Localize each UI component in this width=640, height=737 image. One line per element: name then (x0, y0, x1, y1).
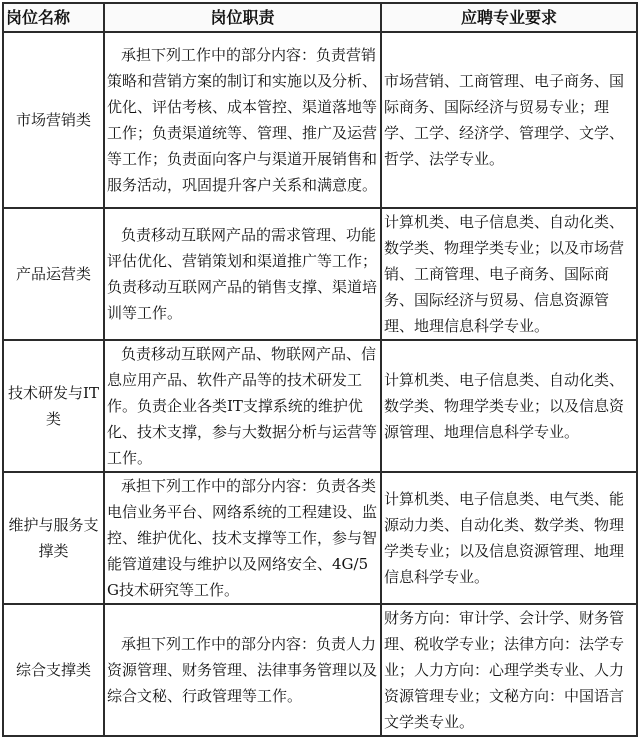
table-row (3, 340, 637, 472)
duty-cell (104, 340, 381, 472)
duty-cell (104, 32, 381, 208)
duty-cell (104, 472, 381, 604)
table-row (3, 604, 637, 736)
table-row (3, 32, 637, 208)
duty-cell (104, 604, 381, 736)
duty-text: 负责移动互联网产品的需求管理、功能评估优化、营销策划和渠道推广等工作；负责移动互联网产品的销售支撑、渠道培训等工作。 (107, 226, 378, 322)
duty-text: 承担下列工作中的部分内容：负责人力资源管理、财务管理、法律事务管理以及综合文秘、行政管理等工作。 (107, 635, 378, 705)
table-row (3, 208, 637, 340)
requirement-cell: 市场营销、工商管理、电子商务、国际商务、国际经济与贸易专业；理学、工学、经济学、管理学、文学、哲学、法学专业。 (381, 32, 637, 208)
duty-cell (104, 208, 381, 340)
position-name-cell: 市场营销类 (3, 32, 104, 208)
table-row (3, 472, 637, 604)
requirement-cell: 计算机类、电子信息类、电气类、能源动力类、自动化类、数学类、物理学类专业；以及信息资源管理、地理信息科学专业。 (381, 472, 637, 604)
header-duties: 岗位职责 (104, 3, 381, 32)
requirement-cell: 计算机类、电子信息类、自动化类、数学类、物理学类专业；以及市场营销、工商管理、电子商务、国际商务、国际经济与贸易、信息资源管理、地理信息科学专业。 (381, 208, 637, 340)
header-major-requirements: 应聘专业要求 (381, 3, 637, 32)
position-name-cell: 产品运营类 (3, 208, 104, 340)
position-name-cell: 技术研发与IT类 (3, 340, 104, 472)
table-header-row (3, 3, 637, 32)
duty-text: 承担下列工作中的部分内容：负责营销策略和营销方案的制订和实施以及分析、优化、评估考核、成本管控、渠道落地等工作；负责渠道统等、管理、推广及运营等工作；负责面向客户与渠道开展销售和服务活动，巩固提升客户关系和满意度。 (107, 46, 378, 194)
header-position-name: 岗位名称 (3, 3, 104, 32)
duty-text: 承担下列工作中的部分内容：负责各类电信业务平台、网络系统的工程建设、监控、维护优化、技术支撑等工作，参与智能管道建设与维护以及网络安全、4G/5G技术研究等工作。 (107, 477, 378, 599)
requirement-cell: 计算机类、电子信息类、自动化类、数学类、物理学类专业；以及信息资源管理、地理信息科学专业。 (381, 340, 637, 472)
requirement-cell: 财务方向：审计学、会计学、财务管理、税收学专业；法律方向：法学专业；人力方向：心理学类专业、人力资源管理专业；文秘方向：中国语言文学类专业。 (381, 604, 637, 736)
position-name-cell: 综合支撑类 (3, 604, 104, 736)
job-positions-table (2, 2, 638, 737)
duty-text: 负责移动互联网产品、物联网产品、信息应用产品、软件产品等的技术研发工作。负责企业各类IT支撑系统的维护优化、技术支撑，参与大数据分析与运营等工作。 (107, 345, 378, 467)
position-name-cell: 维护与服务支撑类 (3, 472, 104, 604)
